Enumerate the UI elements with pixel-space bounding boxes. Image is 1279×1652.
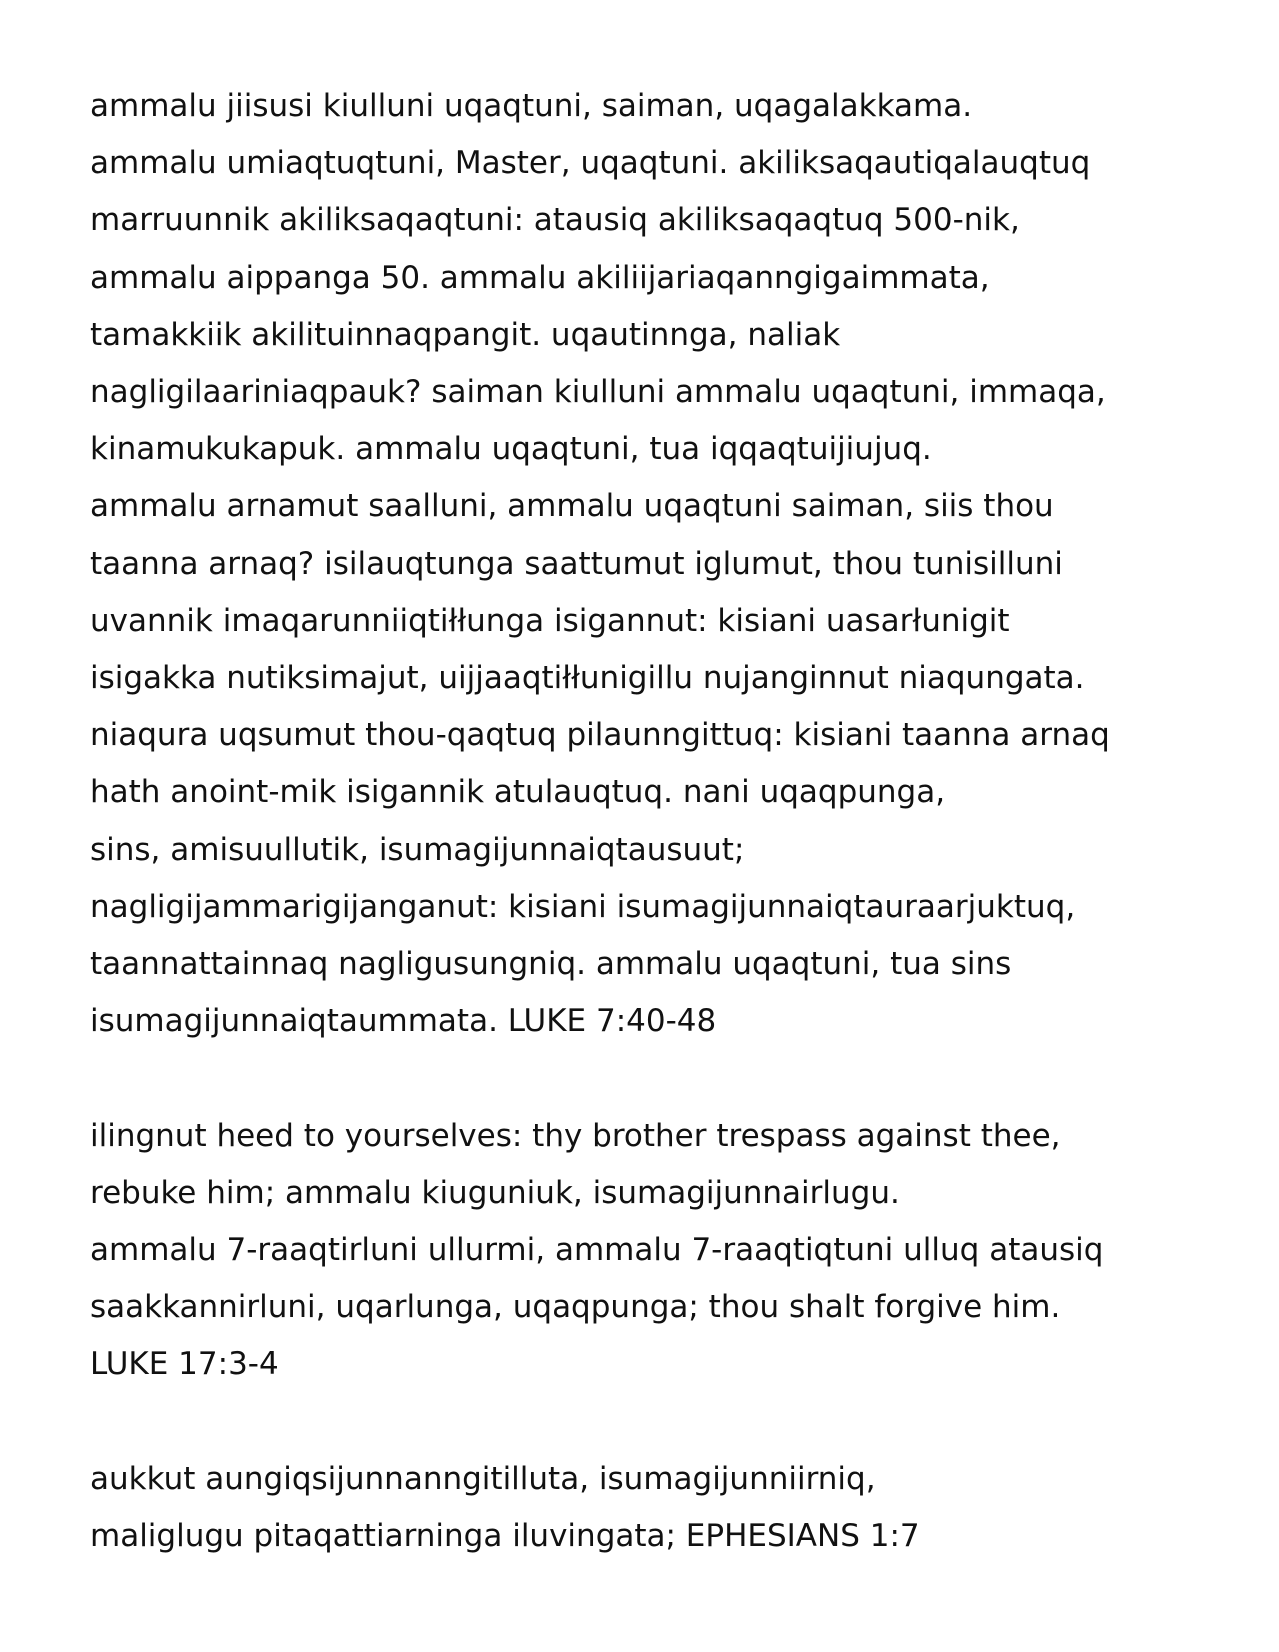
text-line: taanna arnaq? isilauqtunga saattumut iglumut, thou tunisilluni [90,545,1063,582]
text-line: tamakkiik akilituinnaqpangit. uqautinnga, naliak [90,316,841,353]
text-line: ammalu arnamut saalluni, ammalu uqaqtuni saiman, siis thou [90,488,1054,525]
text-line: aukkut aungiqsijunnanngitilluta, isumagijunniirniq, [90,1460,876,1497]
text-line: isigakka nutiksimajut, uijjaaqtiłłunigillu nujanginnut niaqungata. [90,660,1085,697]
paragraph-luke-17 [90,1108,1210,1394]
text-line: ammalu aippanga 50. ammalu akiliijariaqanngigaimmata, [90,259,990,296]
text-line: LUKE 17:3-4 [90,1346,279,1383]
text-line: rebuke him; ammalu kiuguniuk, isumagijunnairlugu. [90,1174,900,1211]
text-line: taannattainnaq nagligusungniq. ammalu uqaqtuni, tua sins [90,946,1012,983]
text-line: nagligijammarigijanganut: kisiani isumagijunnaiqtauraarjuktuq, [90,888,1076,925]
text-line: ammalu jiisusi kiulluni uqaqtuni, saiman, uqagalakkama. [90,88,973,124]
text-line: niaqura uqsumut thou-qaqtuq pilaunngittuq: kisiani taanna arnaq [90,717,1110,754]
text-line: kinamukukapuk. ammalu uqaqtuni, tua iqqaqtuijiujuq. [90,431,932,468]
text-line: ammalu 7-raaqtirluni ullurmi, ammalu 7-raaqtiqtuni ulluq atausiq [90,1232,1104,1269]
text-line: isumagijunnaiqtaummata. LUKE 7:40-48 [90,1003,717,1040]
document-page [90,78,1210,1565]
paragraph-spacer [90,1050,1210,1107]
text-line: nagligilaariniaqpauk? saiman kiulluni ammalu uqaqtuni, immaqa, [90,374,1106,411]
paragraph-ephesians-1 [90,1451,1210,1565]
text-line: saakkannirluni, uqarlunga, uqaqpunga; thou shalt forgive him. [90,1289,1061,1326]
text-line: ilingnut heed to yourselves: thy brother trespass against thee, [90,1117,1061,1154]
text-line: marruunnik akiliksaqaqtuni: atausiq akiliksaqaqtuq 500-nik, [90,202,1020,239]
paragraph-spacer [90,1394,1210,1451]
paragraph-luke-7 [90,78,1210,1050]
text-line: uvannik imaqarunniiqtiłłunga isigannut: kisiani uasarłunigit [90,602,1010,639]
text-line: ammalu umiaqtuqtuni, Master, uqaqtuni. akiliksaqautiqalauqtuq [90,145,1091,182]
text-line: maliglugu pitaqattiarninga iluvingata; EPHESIANS 1:7 [90,1518,920,1555]
text-line: sins, amisuullutik, isumagijunnaiqtausuut; [90,831,745,868]
text-line: hath anoint-mik isigannik atulauqtuq. nani uqaqpunga, [90,774,946,811]
